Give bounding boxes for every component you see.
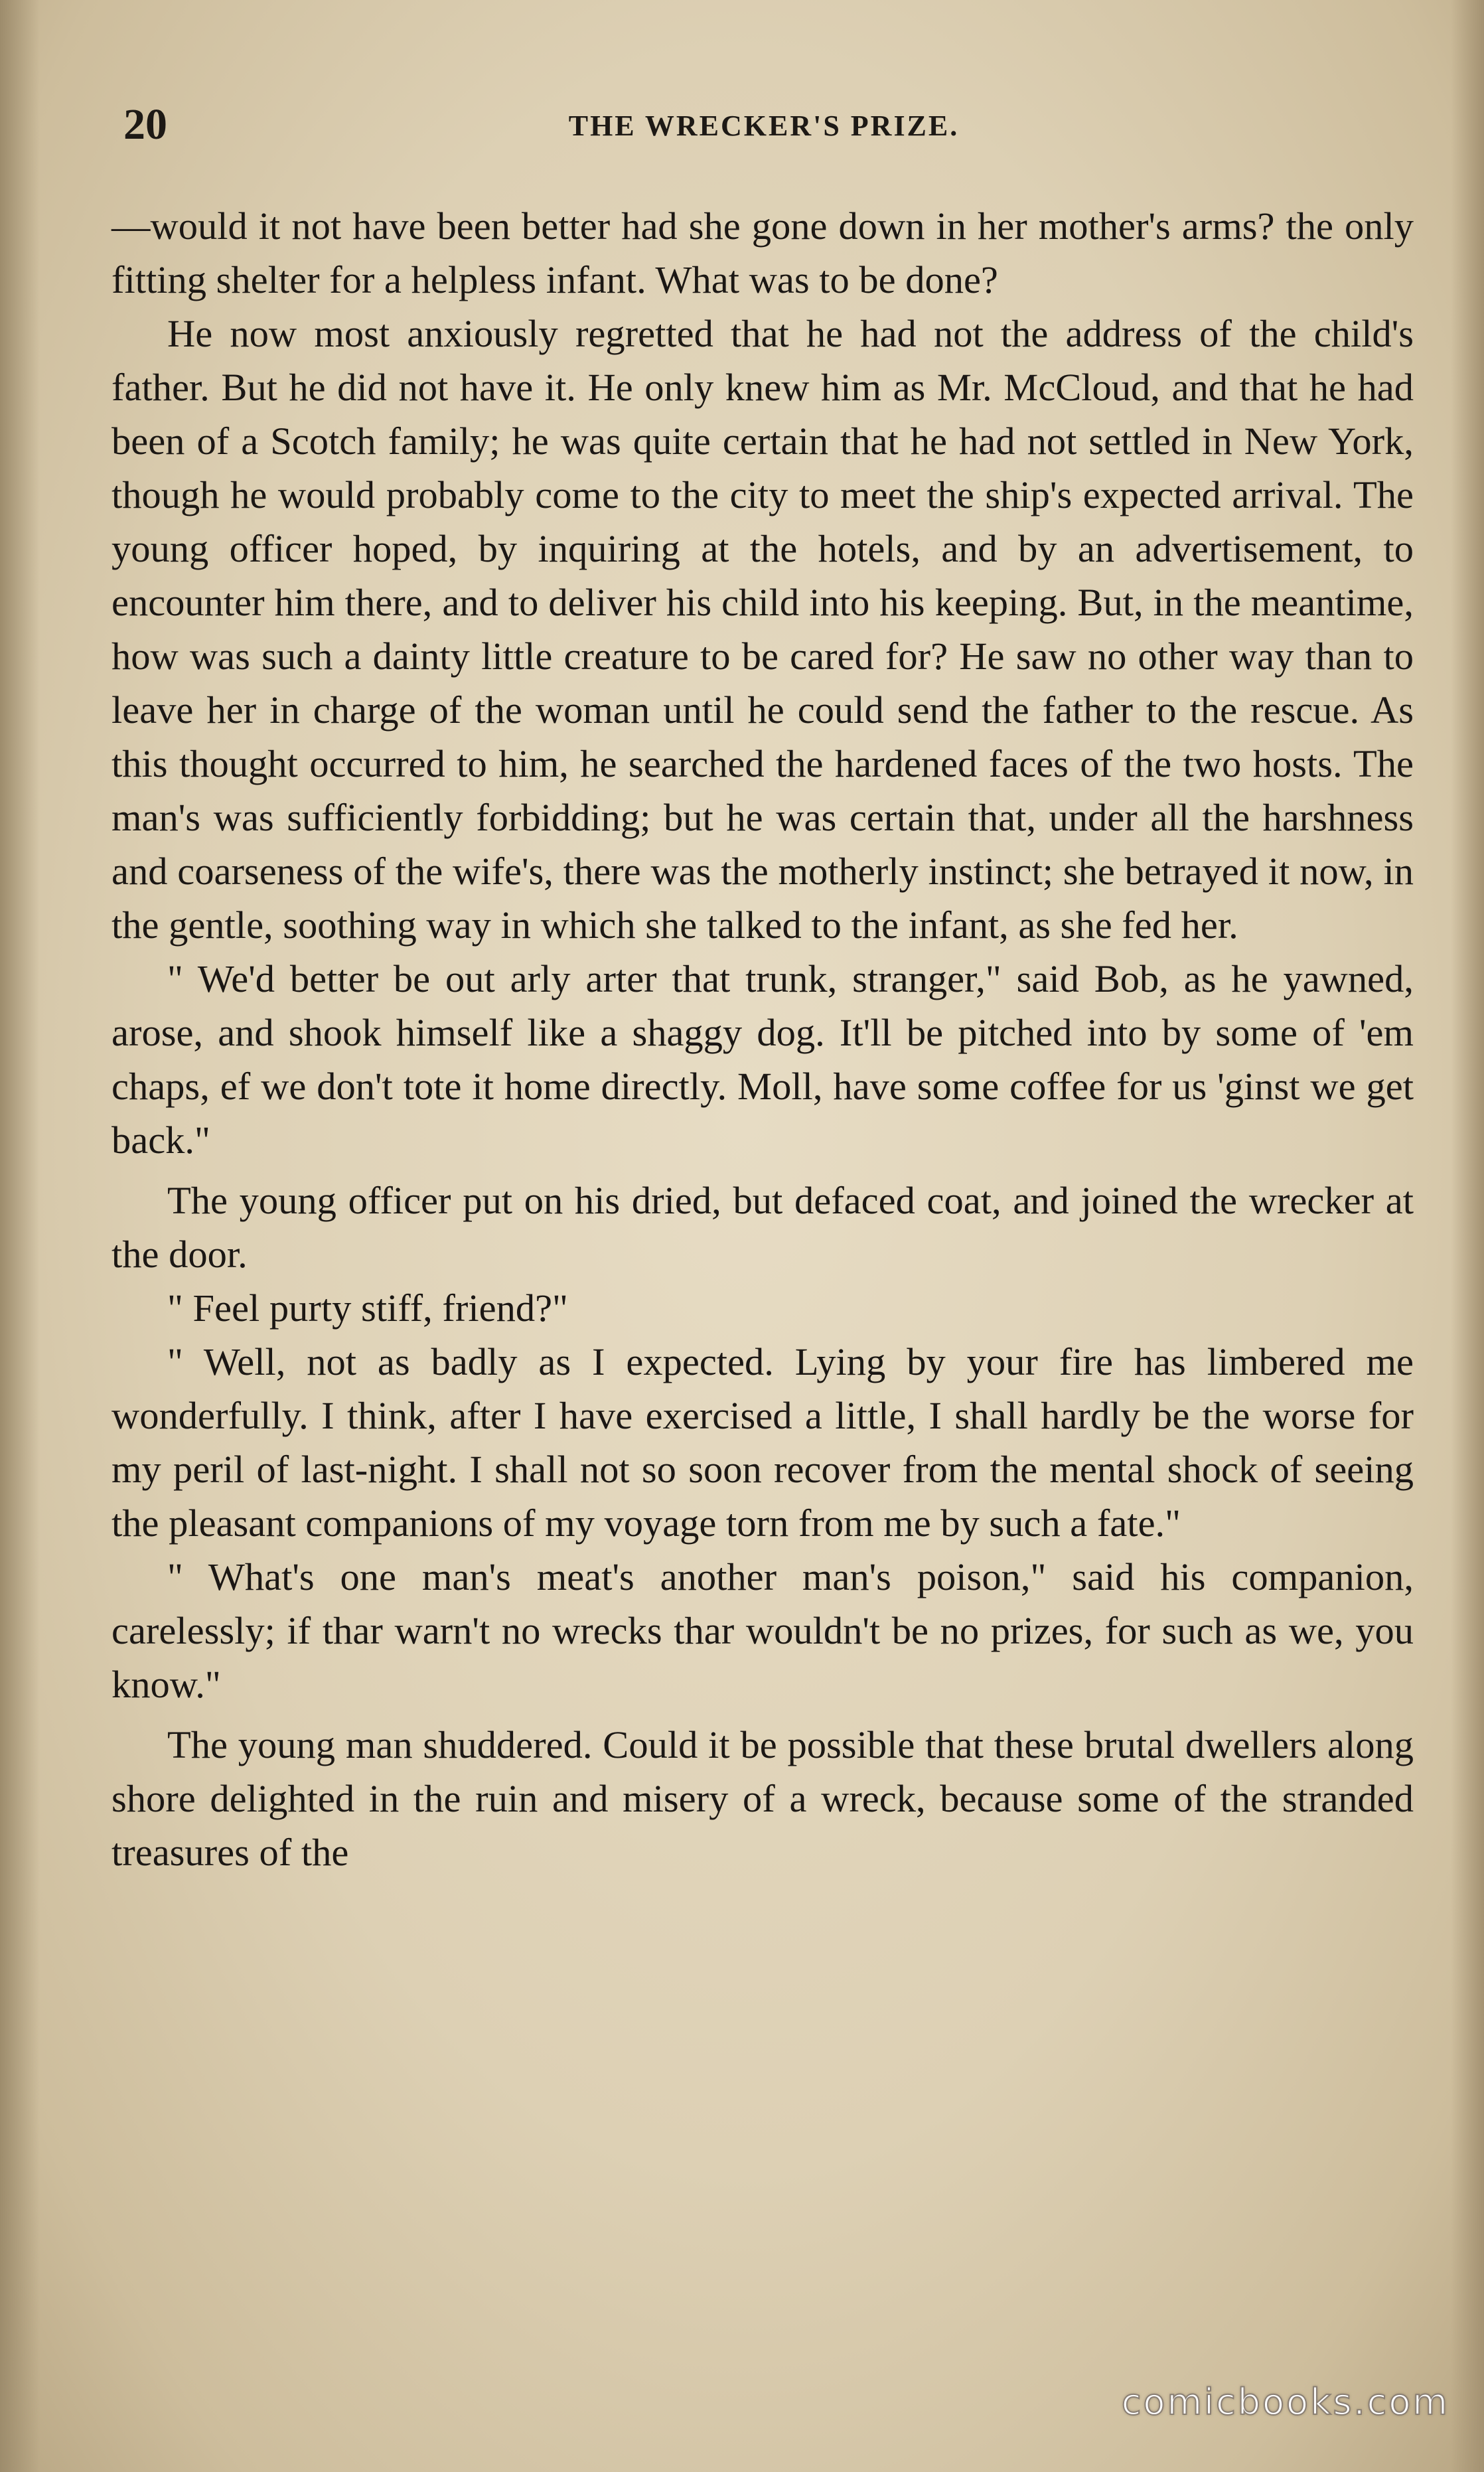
page-header	[123, 100, 1404, 153]
paragraph: He now most anxiously regretted that he had not the address of the child's father. But he did not have it. He only knew him as Mr. McCloud, and that he had been of a Scotch family; he was quite certain that he had not settled in New York, though he would probably come to the city to meet the ship's expected arrival. The young officer hoped, by inquiring at the hotels, and by an advertisement, to encounter him there, and to deliver his child into his keeping. But, in the meantime, how was such a dainty little creature to be cared for? He saw no other way than to leave her in charge of the woman until he could send the father to the rescue. As this thought occurred to him, he searched the hardened faces of the two hosts. The man's was sufficiently forbidding; but he was certain that, under all the harshness and coarseness of the wife's, there was the motherly instinct; she betrayed it now, in the gentle, soothing way in which she talked to the infant, as she fed her.	[111, 312, 1414, 947]
paragraph: " Well, not as badly as I expected. Lying by your fire has limbered me wonderfully. I think, after I have exercised a little, I shall hardly be the worse for my peril of last-night. I shall not so soon recover from the mental shock of seeing the pleasant companions of my voyage torn from me by such a fate."	[111, 1340, 1414, 1545]
watermark: comicbooks.com	[1121, 2381, 1449, 2423]
paragraph: —would it not have been better had she gone down in her mother's arms? the only fitting shelter for a helpless infant. What was to be done?	[111, 204, 1414, 301]
paragraph: The young man shuddered. Could it be possible that these brutal dwellers along shore delighted in the ruin and misery of a wreck, because some of the stranded treasures of the	[111, 1723, 1414, 1874]
paragraph: " Feel purty stiff, friend?"	[167, 1286, 568, 1330]
page-number: 20	[123, 100, 167, 149]
running-head: THE WRECKER'S PRIZE.	[568, 110, 960, 142]
page-shadow-right	[1451, 0, 1484, 2472]
page-shadow-left	[0, 0, 40, 2472]
paragraph: " We'd better be out arly arter that trunk, stranger," said Bob, as he yawned, arose, and shook himself like a shaggy dog. It'll be pitched into by some of 'em chaps, ef we don't tote it home directly. Moll, have some coffee for us 'ginst we get back."	[111, 957, 1414, 1162]
body-text	[111, 199, 1414, 1879]
paragraph: " What's one man's meat's another man's poison," said his companion, carelessly; if thar warn't no wrecks thar wouldn't be no prizes, for such as we, you know."	[111, 1555, 1414, 1706]
paragraph: The young officer put on his dried, but defaced coat, and joined the wrecker at the door.	[111, 1179, 1414, 1276]
